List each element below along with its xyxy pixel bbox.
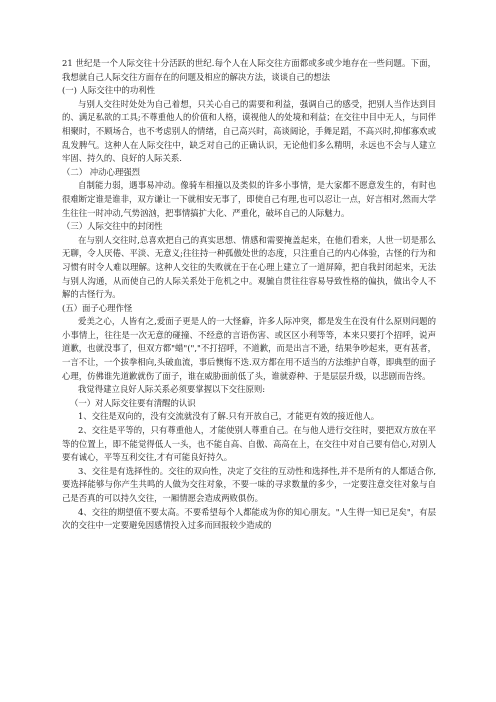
principles-heading: （一）对人际交往要有清醒的认识 — [70, 397, 196, 408]
section-body-1: 与别人交往时处处为自己着想，只关心自己的需要和利益，强调自己的感受，把别人当作达到目的、满足私欲的工具;不尊重他人的价值和人格，谟视他人的处境和利益；在交往中目中无人，与同伴相聚时，不顾场合，也不考虑别人的情绪，自己高兴时，高谈阔论，手舞足蹈，不高兴时,抑郁寡欢或乱发脾气。这种人在人际交往中，缺乏对自己的正确认识，无论他们多么精明，永远也不会与人建立牢固、持久的、良好的人际关系. — [62, 98, 436, 164]
section-heading-3: （三）人际交往中的封闭性 — [62, 221, 163, 232]
section-heading-2: （二） 冲动心理强烈 — [62, 166, 141, 177]
section-body-2: 自制能力弱，遇事易冲动。像骑车相撞以及类似的许多小事情，是大家都不愿意发生的，有时也很难断定谁是谁非，双方谦让一下就相安无事了，即使自己有理,也可以忍让一点，好言相对,然而大学生往往一时冲动,气势汹汹，把事情搞扩大化、严重化，破坏自己的人际魅力。 — [62, 180, 436, 218]
transition-line: 我觉得建立良好人际关系必须要掌握以下交往原则: — [78, 384, 266, 395]
principle-item-2: 2、交往是平等的，只有尊重他人，才能使别人尊重自己。在与他人进行交往时，要把双方放在平等的位置上，即不能觉得低人一头，也不能自高、自傲、高高在上，在交往中对自己要有信心,对别人要有诚心，平等互利交往,才有可能良好持久。 — [62, 425, 436, 463]
principle-item-3: 3、交往是有选择性的。交往的双向性，决定了交往的互动性和选择性,并不是所有的人都适合你,要选择能够与你产生共鸣的人做为交往对象，不要一味的寻求数量的多少，一定要注意交往对象与自己是否真的可以持久交往，一厢情愿会造成两败俱伤。 — [62, 465, 436, 503]
section-heading-1: (一) 人际交往中的功利性 — [62, 85, 155, 96]
document-page — [62, 57, 436, 533]
principle-item-1: 1、交往是双向的，没有交流就没有了解.只有开放自己，才能更有效的接近他人。 — [78, 411, 380, 422]
intro-paragraph: 21 世纪是一个人际交往十分活跃的世纪.每个人在人际交往方面都或多或少地存在一些问题。下面，我想就自己人际交往方面存在的问题及相应的解决方法，谈谈自己的想法 — [62, 58, 436, 82]
section-body-3: 在与别人交往时,总喜欢把自己的真实思想、情感和需要掩盖起来，在他们看来，人世一切是那么无聊，令人厌倦、平淡、无意义;往往持一种孤傲处世的态度，只注重自己的内心体验，古怪的行为和习惯有时令人难以理解。这种人交往的失败就在于在心理上建立了一道屏障，把自我封闭起来，无法与别人沟通，从而使自己的人际关系处于危机之中。观毓自贯往往容易导致性格的偏执，做出令人不解的古怪行为。 — [62, 234, 436, 300]
section-body-5: 爱美之心，人皆有之,爱面子更是人的一大怪癖，许多人际冲突，都是发生在没有什么原则问题的小事情上，往往是一次无意的碰撞、不经意的言语伤害、或区区小利等等，本来只要打个招呼，说声道歉，也就没事了，但双方都"蜡"(","不打招呼，不道歉，而是出言不逊，结果争吵起来，更有甚者，一言不让，一个拔拳相向,头破血流，事后懊悔不迭.双方都在用不适当的方法维护自尊，即典型的面子心理，仿佛谁先道歉就伤了面子，谁在威胁面前低了头，谁就孬种、于是层层升级，以悲剧而告终。 — [62, 316, 436, 381]
section-heading-5: (五）面子心理作怪 — [62, 302, 133, 313]
principle-item-4: 4、交往的期望值不要太高。不要希望每个人都能成为你的知心朋友。"人生得一知已足矣"，有层次的交往中一定要避免因感情投入过多而回报较少造成的 — [62, 506, 436, 531]
